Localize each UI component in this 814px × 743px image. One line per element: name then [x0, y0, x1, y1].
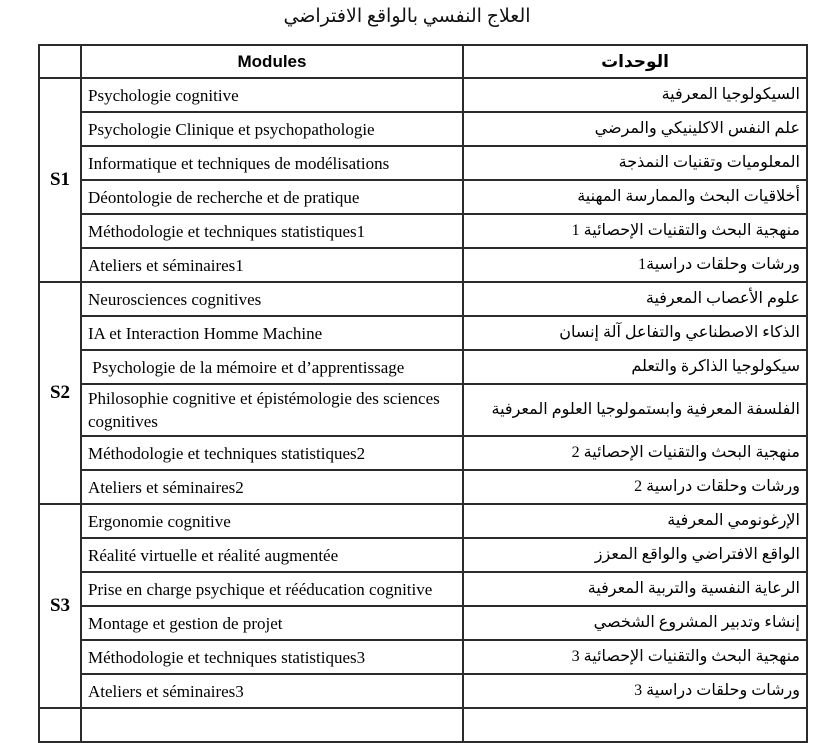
module-name-ar: الإرغونومي المعرفية [463, 504, 807, 538]
table-row [39, 606, 807, 640]
module-name-fr: IA et Interaction Homme Machine [81, 316, 463, 350]
semester-label-s1: S1 [39, 78, 81, 282]
module-name-fr: Informatique et techniques de modélisations [81, 146, 463, 180]
module-name-fr: Psychologie Clinique et psychopathologie [81, 112, 463, 146]
module-name-ar: الواقع الافتراضي والواقع المعزز [463, 538, 807, 572]
table-row [39, 640, 807, 674]
header-row [39, 45, 807, 78]
module-name-ar: منهجية البحث والتقنيات الإحصائية 1 [463, 214, 807, 248]
table-row [39, 504, 807, 538]
table-row [39, 316, 807, 350]
modules-column-header: Modules [81, 45, 463, 78]
module-name-ar: سيكولوجيا الذاكرة والتعلم [463, 350, 807, 384]
module-name-ar: أخلاقيات البحث والممارسة المهنية [463, 180, 807, 214]
module-name-ar: علوم الأعصاب المعرفية [463, 282, 807, 316]
page-title: العلاج النفسي بالواقع الافتراضي [283, 6, 531, 27]
module-name-fr: Réalité virtuelle et réalité augmentée [81, 538, 463, 572]
table-row [39, 350, 807, 384]
units-column-header: الوحدات [463, 45, 807, 78]
empty-cell [463, 708, 807, 742]
module-name-ar: ورشات وحلقات دراسية1 [463, 248, 807, 282]
table-row [39, 112, 807, 146]
module-name-fr: Philosophie cognitive et épistémologie des sciences cognitives [81, 384, 463, 436]
table-row [39, 214, 807, 248]
module-name-fr: Méthodologie et techniques statistiques3 [81, 640, 463, 674]
semester-label-s3: S3 [39, 504, 81, 708]
table-row [39, 470, 807, 504]
empty-cell [39, 708, 81, 742]
semester-column-header [39, 45, 81, 78]
module-name-ar: منهجية البحث والتقنيات الإحصائية 2 [463, 436, 807, 470]
module-name-ar: ورشات وحلقات دراسية 2 [463, 470, 807, 504]
table-row [39, 282, 807, 316]
module-name-fr: Ergonomie cognitive [81, 504, 463, 538]
table-header [39, 45, 807, 78]
module-name-fr: Psychologie de la mémoire et d’apprentissage [81, 350, 463, 384]
module-name-fr: Déontologie de recherche et de pratique [81, 180, 463, 214]
module-name-fr: Prise en charge psychique et rééducation cognitive [81, 572, 463, 606]
module-name-ar: الفلسفة المعرفية وابستمولوجيا العلوم المعرفية [463, 384, 807, 436]
table-row [39, 384, 807, 436]
module-name-ar: منهجية البحث والتقنيات الإحصائية 3 [463, 640, 807, 674]
partial-bottom-row [39, 708, 807, 742]
empty-cell [81, 708, 463, 742]
module-name-ar: الرعاية النفسية والتربية المعرفية [463, 572, 807, 606]
module-name-ar: ورشات وحلقات دراسية 3 [463, 674, 807, 708]
module-name-ar: الذكاء الاصطناعي والتفاعل آلة إنسان [463, 316, 807, 350]
module-name-fr: Méthodologie et techniques statistiques1 [81, 214, 463, 248]
table-row [39, 146, 807, 180]
module-name-fr: Méthodologie et techniques statistiques2 [81, 436, 463, 470]
table-body [39, 78, 807, 742]
module-name-ar: إنشاء وتدبير المشروع الشخصي [463, 606, 807, 640]
table-row [39, 180, 807, 214]
module-name-fr: Ateliers et séminaires1 [81, 248, 463, 282]
module-name-ar: علم النفس الاكلينيكي والمرضي [463, 112, 807, 146]
module-name-ar: السيكولوجيا المعرفية [463, 78, 807, 112]
table-row [39, 674, 807, 708]
module-name-fr: Ateliers et séminaires2 [81, 470, 463, 504]
semester-label-s2: S2 [39, 282, 81, 504]
table-row [39, 572, 807, 606]
module-name-ar: المعلوميات وتقنيات النمذجة [463, 146, 807, 180]
modules-table [38, 44, 808, 743]
table-row [39, 436, 807, 470]
table-row [39, 248, 807, 282]
module-name-fr: Psychologie cognitive [81, 78, 463, 112]
table-row [39, 78, 807, 112]
module-name-fr: Ateliers et séminaires3 [81, 674, 463, 708]
module-name-fr: Neurosciences cognitives [81, 282, 463, 316]
table-row [39, 538, 807, 572]
module-name-fr: Montage et gestion de projet [81, 606, 463, 640]
